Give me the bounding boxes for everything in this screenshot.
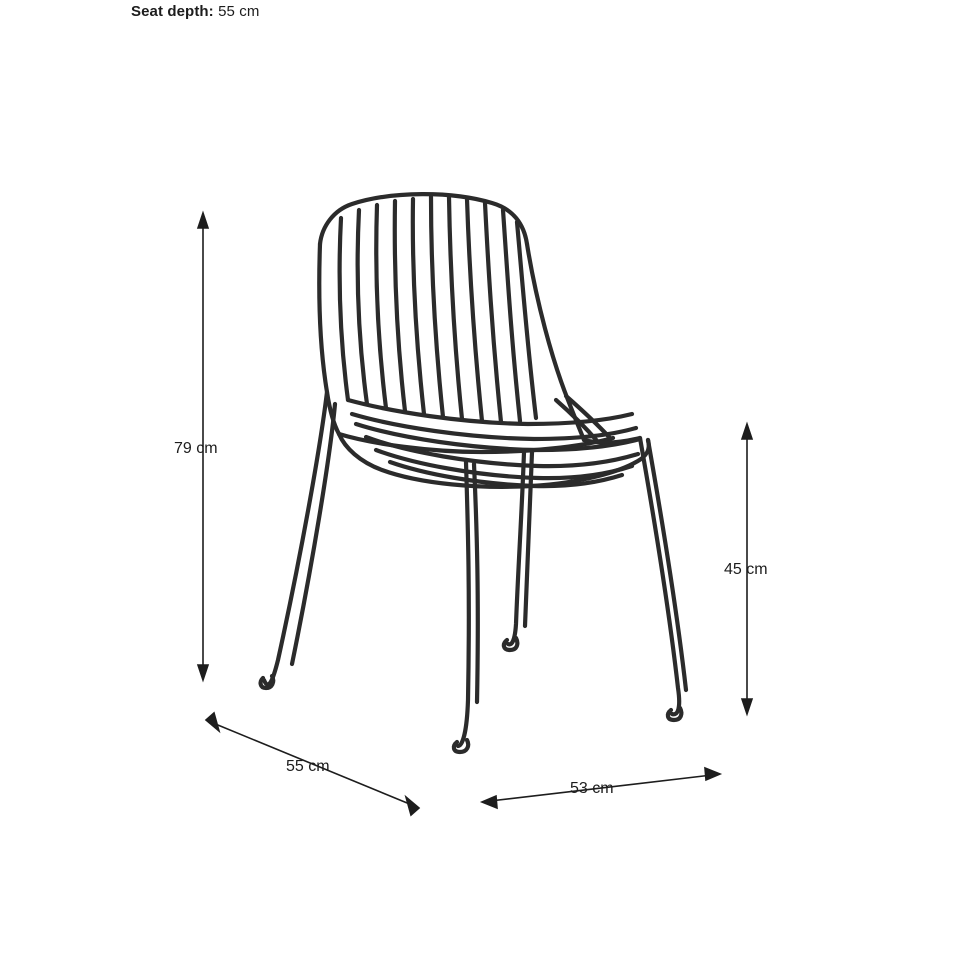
dimension-label-depth: 55 cm [286,758,330,775]
dimension-label-seat-height: 45 cm [724,561,768,578]
seat-depth-label: Seat depth: [131,3,214,20]
dimension-label-total-height: 79 cm [174,440,218,457]
seat-depth-value: 55 cm [218,3,260,20]
dimension-label-width: 53 cm [570,780,614,797]
chair-frame [261,194,686,752]
